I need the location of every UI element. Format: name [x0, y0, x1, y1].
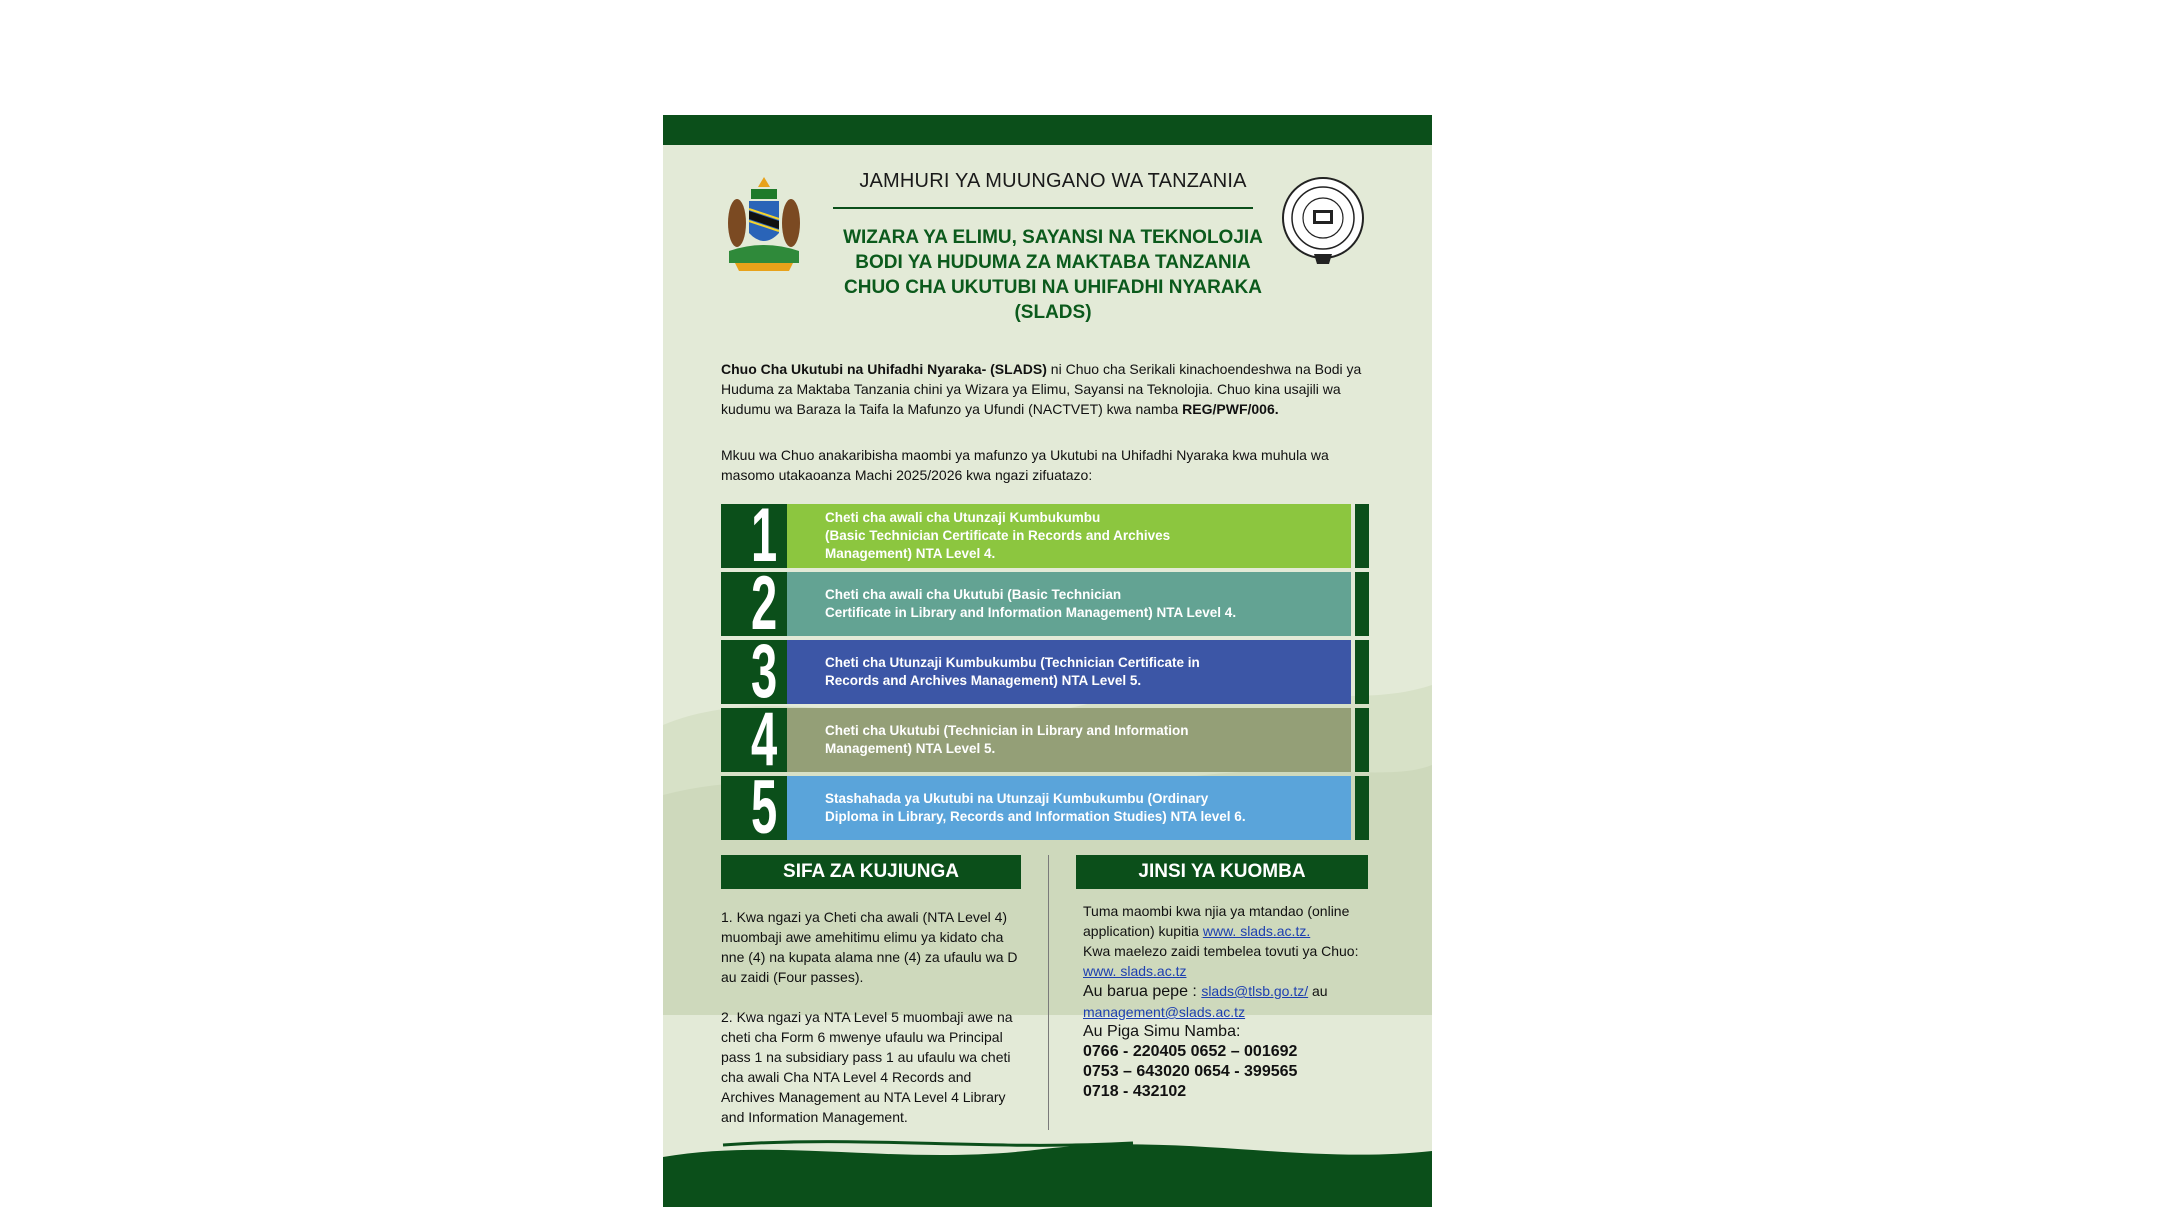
- how-to-apply-header: JINSI YA KUOMBA: [1076, 855, 1368, 889]
- college-line: CHUO CHA UKUTUBI NA UHIFADHI NYARAKA: [844, 277, 1262, 298]
- program-bar: [787, 572, 1351, 636]
- top-banner: [663, 115, 1432, 145]
- apply-online-link[interactable]: www. slads.ac.tz.: [1202, 923, 1311, 939]
- board-line: BODI YA HUDUMA ZA MAKTABA TANZANIA: [855, 252, 1251, 273]
- website-link[interactable]: www. slads.ac.tz: [1083, 963, 1187, 979]
- phone-line: 0766 - 220405 0652 – 001692: [1083, 1043, 1298, 1060]
- apply-online-text: Tuma maombi kwa njia ya mtandao (online application) kupitia: [1083, 903, 1350, 939]
- country-title: JAMHURI YA MUUNGANO WA TANZANIA: [859, 170, 1247, 192]
- program-item: [721, 629, 1369, 714]
- program-endcap: [1355, 572, 1369, 636]
- programs-list: [721, 493, 1369, 850]
- requirements-list: [721, 907, 1026, 1147]
- program-number: 3: [751, 629, 778, 714]
- apply-online-line: [1083, 901, 1383, 941]
- poster: [663, 115, 1432, 1207]
- email-link-primary[interactable]: slads@tlsb.go.tz/: [1201, 983, 1309, 999]
- intro-text: ni Chuo cha Serikali kinachoendeshwa na Bodi ya Huduma za Maktaba Tanzania chini ya Wizara ya Elimu, Sayansi na Teknolojia. Chuo kina usajili wa kudumu wa Baraza la Taifa la Mafunzo ya Ufundi (NACTVET) kwa namba: [721, 361, 1362, 417]
- column-divider: [1048, 855, 1049, 1130]
- email-or: au: [1308, 983, 1328, 999]
- program-endcap: [1355, 708, 1369, 772]
- bottom-wave-decoration: [663, 1137, 1432, 1207]
- email-link-management[interactable]: management@slads.ac.tz: [1083, 1004, 1246, 1020]
- program-endcap: [1355, 504, 1369, 568]
- intro-college-name: Chuo Cha Ukutubi na Uhifadhi Nyaraka- (SLADS): [721, 361, 1047, 377]
- program-bar: [787, 504, 1351, 568]
- requirements-header: SIFA ZA KUJIUNGA: [721, 855, 1021, 889]
- welcome-paragraph: Mkuu wa Chuo anakaribisha maombi ya mafunzo ya Ukutubi na Uhifadhi Nyaraka kwa muhula wa masomo utakaoanza Machi 2025/2026 kwa ngazi zifuatazo:: [721, 447, 1329, 483]
- program-bar: [787, 708, 1351, 772]
- program-text: Cheti cha awali cha Utunzaji Kumbukumbu (Basic Technician Certificate in Records and Archives Management) NTA Level 4.: [825, 510, 1171, 561]
- email-line: [1083, 981, 1383, 1002]
- website-line: Kwa maelezo zaidi tembelea tovuti ya Chuo:: [1083, 943, 1359, 959]
- program-text: Cheti cha Utunzaji Kumbukumbu (Technician Certificate in Records and Archives Management) NTA Level 5.: [825, 655, 1200, 688]
- ministry-block: [813, 225, 1293, 325]
- requirement-item: 2. Kwa ngazi ya NTA Level 5 muombaji awe na cheti cha Form 6 mwenye ufaulu wa Principal pass 1 na subsidiary pass 1 au ufaulu wa cheti cha awali Cha NTA Level 4 Records and Archives Management au NTA Level 4 Library and Information Management.: [721, 1009, 1013, 1125]
- intro-reg-number: REG/PWF/006.: [1182, 401, 1279, 417]
- requirement-item: 1. Kwa ngazi ya Cheti cha awali (NTA Level 4) muombaji awe amehitimu elimu ya kidato cha nne (4) na kupata alama nne (4) za ufaulu wa D au zaidi (Four passes).: [721, 909, 1018, 985]
- program-bar: [787, 776, 1351, 840]
- program-number: 1: [751, 493, 778, 578]
- program-number: 5: [751, 765, 778, 850]
- phone-label: Au Piga Simu Namba:: [1083, 1023, 1241, 1040]
- email-label: Au barua pepe :: [1083, 983, 1202, 1000]
- program-item: [721, 561, 1369, 646]
- phone-line: 0718 - 432102: [1083, 1083, 1187, 1100]
- program-endcap: [1355, 640, 1369, 704]
- intro-paragraph: [721, 359, 1381, 419]
- program-text: Cheti cha awali cha Ukutubi (Basic Technician Certificate in Library and Information Management) NTA Level 4.: [825, 587, 1237, 620]
- program-number: 2: [751, 561, 778, 646]
- program-text: Cheti cha Ukutubi (Technician in Library and Information Management) NTA Level 5.: [825, 723, 1189, 756]
- program-endcap: [1355, 776, 1369, 840]
- program-item: [721, 493, 1369, 578]
- program-bar: [787, 640, 1351, 704]
- program-item: [721, 765, 1369, 850]
- how-to-apply-block: [1083, 901, 1383, 1102]
- program-text: Stashahada ya Ukutubi na Utunzaji Kumbukumbu (Ordinary Diploma in Library, Records and Information Studies) NTA level 6.: [825, 791, 1246, 824]
- ministry-line: WIZARA YA ELIMU, SAYANSI NA TEKNOLOJIA: [843, 227, 1263, 248]
- college-abbr-line: (SLADS): [1014, 302, 1092, 323]
- title-rule: [833, 207, 1253, 209]
- program-item: [721, 697, 1369, 782]
- program-number: 4: [751, 697, 778, 782]
- phone-line: 0753 – 643020 0654 - 399565: [1083, 1063, 1298, 1080]
- coat-of-arms-icon: [721, 173, 807, 273]
